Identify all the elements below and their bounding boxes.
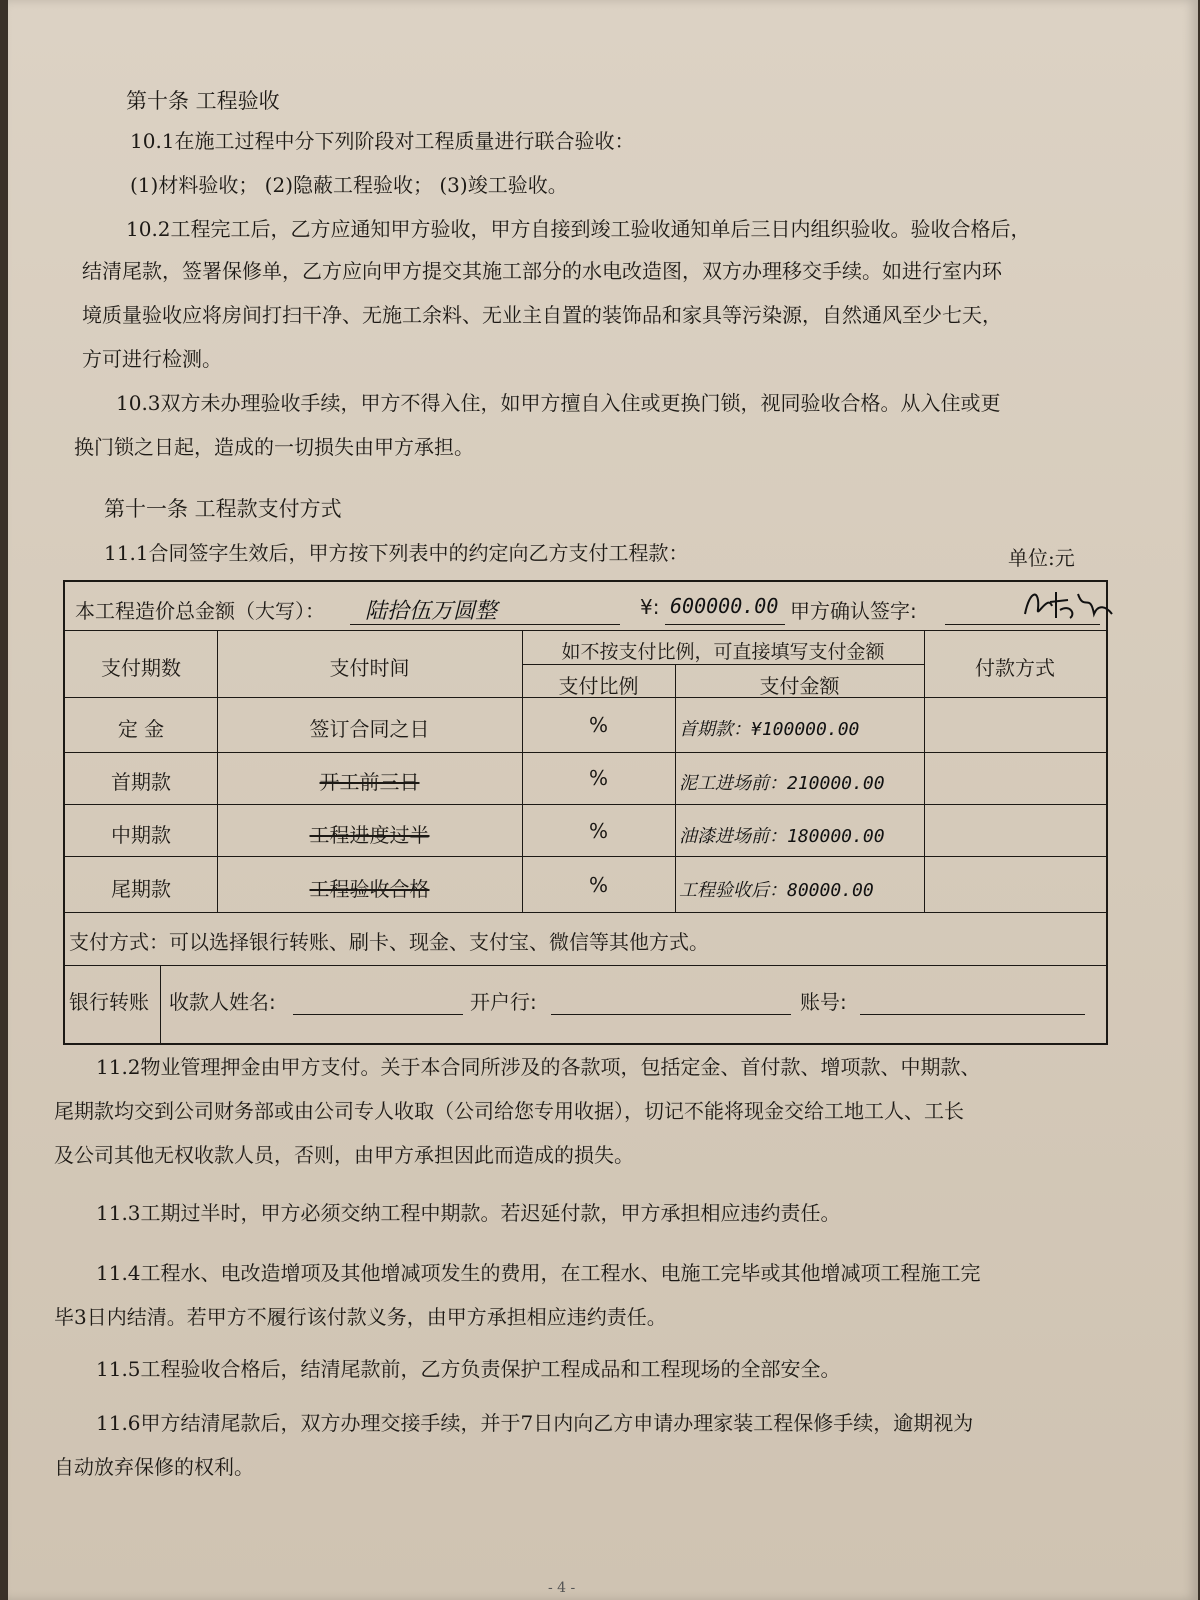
col-header-method: 付款方式 xyxy=(975,656,1055,680)
clause-10-1-items: (1)材料验收； (2)隐蔽工程验收； (3)竣工验收。 xyxy=(130,173,568,197)
row-deposit-time: 签订合同之日 xyxy=(309,717,430,741)
col-header-amount: 支付金额 xyxy=(759,674,840,698)
row-deposit-period: 定 金 xyxy=(117,717,165,741)
row-final-period: 尾期款 xyxy=(111,877,171,901)
unit-label: 单位:元 xyxy=(1008,546,1075,570)
yen-label: ¥: xyxy=(640,595,660,619)
row-middle-period: 中期款 xyxy=(111,823,171,847)
clause-11-2-line2: 尾期款均交到公司财务部或由公司专人收取（公司给您专用收据），切记不能将现金交给工地工人、工长 xyxy=(54,1099,964,1123)
total-amount-label: 本工程造价总金额（大写）： xyxy=(75,599,325,623)
row-first-period: 首期款 xyxy=(111,770,171,794)
clause-10-2-line2: 结清尾款，签署保修单，乙方应向甲方提交其施工部分的水电改造图，双方办理移交手续。如进行室内环 xyxy=(82,259,1002,283)
clause-11-6-line2: 自动放弃保修的权利。 xyxy=(54,1455,254,1479)
article-10-heading: 第十条 工程验收 xyxy=(126,89,280,113)
account-number-label: 账号: xyxy=(800,990,847,1014)
row-middle-time: 工程进度过半 xyxy=(309,823,430,847)
clause-10-3-line2: 换门锁之日起，造成的一切损失由甲方承担。 xyxy=(74,435,474,459)
bank-transfer-label: 银行转账 xyxy=(69,990,149,1014)
row-first-time: 开工前三日 xyxy=(319,770,420,794)
clause-10-1: 10.1在施工过程中分下列阶段对工程质量进行联合验收： xyxy=(130,129,635,153)
row-first-amount: 泥工进场前：210000.00 xyxy=(679,773,885,794)
row-final-ratio: % xyxy=(588,873,608,897)
bank-name-label: 开户行: xyxy=(470,990,537,1014)
clause-11-4-line2: 毕3日内结清。若甲方不履行该付款义务，由甲方承担相应违约责任。 xyxy=(54,1305,667,1329)
row-deposit-ratio: % xyxy=(588,713,608,737)
col-header-ratio: 支付比例 xyxy=(558,674,639,698)
clause-11-3: 11.3工期过半时，甲方必须交纳工程中期款。若迟延付款，甲方承担相应违约责任。 xyxy=(96,1201,841,1225)
clause-11-6-line1: 11.6甲方结清尾款后，双方办理交接手续，并于7日内向乙方申请办理家装工程保修手续，逾期视为 xyxy=(96,1411,974,1435)
clause-11-4-line1: 11.4工程水、电改造增项及其他增减项发生的费用，在工程水、电施工完毕或其他增减项工程施工完 xyxy=(96,1261,981,1285)
client-signature-label: 甲方确认签字: xyxy=(790,599,917,623)
col-header-time: 支付时间 xyxy=(329,656,410,680)
payment-methods-note: 支付方式：可以选择银行转账、刷卡、现金、支付宝、微信等其他方式。 xyxy=(69,930,709,954)
row-final-amount: 工程验收后：80000.00 xyxy=(679,880,874,901)
row-middle-ratio: % xyxy=(588,819,608,843)
row-deposit-amount: 首期款：¥100000.00 xyxy=(679,719,860,740)
clause-10-2-line4: 方可进行检测。 xyxy=(82,347,222,371)
clause-10-2-line3: 境质量验收应将房间打扫干净、无施工余料、无业主自置的装饰品和家具等污染源，自然通风至少七天， xyxy=(82,303,1002,327)
client-signature xyxy=(1020,584,1120,624)
row-middle-amount: 油漆进场前：180000.00 xyxy=(679,826,885,847)
payee-name-label: 收款人姓名: xyxy=(169,990,276,1014)
row-final-time: 工程验收合格 xyxy=(309,877,430,901)
row-first-ratio: % xyxy=(588,766,608,790)
article-11-heading: 第十一条 工程款支付方式 xyxy=(104,497,342,521)
clause-10-2-line1: 10.2工程完工后，乙方应通知甲方验收，甲方自接到竣工验收通知单后三日内组织验收。验收合格后， xyxy=(126,217,1031,241)
clause-10-3-line1: 10.3双方未办理验收手续，甲方不得入住，如甲方擅自入住或更换门锁，视同验收合格。从入住或更 xyxy=(116,391,1001,415)
payment-table xyxy=(63,580,1108,1045)
total-amount-written: 陆拾伍万圆整 xyxy=(365,599,498,624)
clause-11-1: 11.1合同签字生效后，甲方按下列表中的约定向乙方支付工程款： xyxy=(104,541,689,565)
col-header-group: 如不按支付比例，可直接填写支付金额 xyxy=(561,641,885,663)
clause-11-2-line3: 及公司其他无权收款人员，否则，由甲方承担因此而造成的损失。 xyxy=(54,1143,634,1167)
clause-11-5: 11.5工程验收合格后，结清尾款前，乙方负责保护工程成品和工程现场的全部安全。 xyxy=(96,1357,841,1381)
page-number: - 4 - xyxy=(548,1580,576,1596)
contract-page xyxy=(8,0,1198,1600)
total-amount-figure: 600000.00 xyxy=(670,594,779,618)
col-header-period: 支付期数 xyxy=(101,656,181,680)
clause-11-2-line1: 11.2物业管理押金由甲方支付。关于本合同所涉及的各款项，包括定金、首付款、增项款、中期款、 xyxy=(96,1055,981,1079)
